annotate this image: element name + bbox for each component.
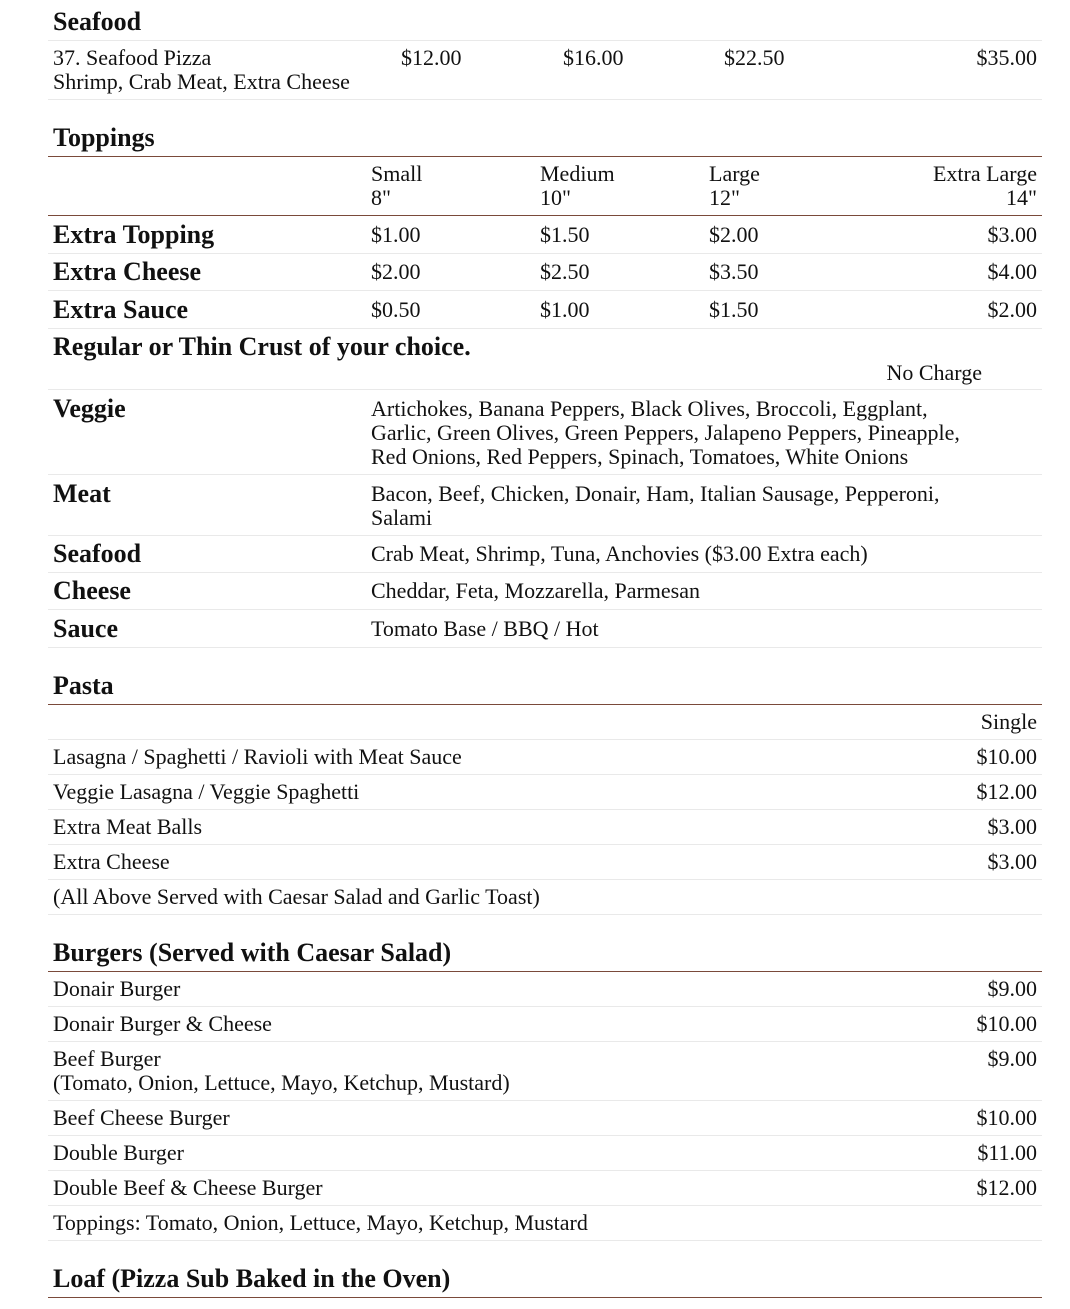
extra-sauce-price-xl: $2.00 [987, 296, 1037, 322]
seafood-pizza-price-xl: $35.00 [976, 45, 1037, 70]
pasta-col-header [48, 705, 1042, 740]
topping-category-sauce [48, 610, 1042, 648]
extra-sauce-price-medium: $1.00 [540, 296, 590, 322]
pasta-row [48, 845, 1042, 880]
extra-cheese-price-xl: $4.00 [987, 259, 1037, 284]
seafood-pizza-price-small: $12.00 [401, 45, 462, 70]
burger-row [48, 1007, 1042, 1042]
size-medium-inch: 10" [540, 185, 571, 210]
veggie-label: Veggie [53, 394, 126, 423]
seafood-topping-label: Seafood [53, 539, 142, 568]
size-medium [540, 162, 709, 215]
extra-topping-price-medium: $1.50 [540, 221, 590, 247]
burger-item-name: Beef Cheese Burger [53, 1105, 230, 1130]
burger-item-name: Donair Burger & Cheese [53, 1011, 272, 1036]
veggie-items: Artichokes, Banana Peppers, Black Olives, Broccoli, Eggplant, Garlic, Green Olives, Green Peppers, Jalapeno Peppers, Pineapple, Red Onions, Red Peppers, Spinach, Tomatoes, White Onions [371, 396, 960, 469]
seafood-section-header [48, 5, 1042, 41]
seafood-title: Seafood [53, 7, 142, 36]
size-large-inch: 12" [709, 185, 740, 210]
burgers-title: Burgers (Served with Caesar Salad) [48, 915, 1042, 972]
pasta-row [48, 775, 1042, 810]
size-small-name: Small [371, 161, 423, 186]
burger-item-price: $12.00 [976, 1175, 1037, 1200]
extra-topping-price-large: $2.00 [709, 221, 759, 247]
size-large [709, 162, 878, 215]
extra-sauce-row [48, 291, 1042, 329]
seafood-pizza-desc: Shrimp, Crab Meat, Extra Cheese [53, 69, 350, 94]
seafood-pizza-name-cell [53, 46, 401, 99]
seafood-pizza-price-large: $22.50 [724, 45, 785, 70]
burger-row [48, 1101, 1042, 1136]
extra-topping-price-small: $1.00 [371, 221, 421, 247]
extra-cheese-price-small: $2.00 [371, 259, 421, 284]
size-xl-name: Extra Large [932, 161, 1037, 186]
pasta-row [48, 810, 1042, 845]
size-extra-large [878, 162, 1037, 215]
topping-category-veggie [48, 390, 1042, 475]
extra-cheese-row [48, 254, 1042, 291]
burger-item-name: Double Burger [53, 1140, 184, 1165]
pasta-note: (All Above Served with Caesar Salad and Garlic Toast) [53, 884, 540, 909]
pasta-item-name: Lasagna / Spaghetti / Ravioli with Meat Sauce [53, 744, 462, 769]
pasta-row [48, 740, 1042, 775]
size-xl-inch: 14" [1006, 185, 1037, 210]
seafood-topping-items: Crab Meat, Shrimp, Tuna, Anchovies ($3.00 Extra each) [371, 541, 868, 566]
extra-sauce-price-large: $1.50 [709, 296, 759, 322]
crust-note: Regular or Thin Crust of your choice. [53, 332, 471, 361]
loaf-title: Loaf (Pizza Sub Baked in the Oven) [48, 1241, 1042, 1298]
burger-item-price: $9.00 [987, 1046, 1037, 1071]
pasta-item-price: $10.00 [976, 744, 1037, 769]
toppings-title: Toppings [48, 100, 1042, 157]
extra-topping-price-xl: $3.00 [987, 221, 1037, 247]
size-small [371, 162, 540, 215]
pasta-single-header: Single [980, 709, 1037, 734]
pasta-item-name: Extra Cheese [53, 849, 170, 874]
pasta-item-name: Veggie Lasagna / Veggie Spaghetti [53, 779, 360, 804]
topping-category-cheese [48, 573, 1042, 610]
pasta-item-price: $3.00 [987, 814, 1037, 839]
burger-row [48, 1136, 1042, 1171]
meat-items: Bacon, Beef, Chicken, Donair, Ham, Italian Sausage, Pepperoni, Salami [371, 481, 940, 530]
burger-item-name: Double Beef & Cheese Burger [53, 1175, 323, 1200]
extra-cheese-label: Extra Cheese [53, 257, 202, 286]
crust-price: No Charge [886, 360, 982, 385]
burger-note-row [48, 1206, 1042, 1241]
burger-item-price: $10.00 [976, 1011, 1037, 1036]
burger-item-name: Beef Burger (Tomato, Onion, Lettuce, Mayo, Ketchup, Mustard) [53, 1046, 510, 1095]
pasta-item-price: $12.00 [976, 779, 1037, 804]
burger-item-price: $11.00 [977, 1140, 1037, 1165]
topping-category-meat [48, 475, 1042, 536]
extra-topping-row [48, 216, 1042, 254]
pasta-item-price: $3.00 [987, 849, 1037, 874]
burger-item-price: $10.00 [976, 1105, 1037, 1130]
size-small-inch: 8" [371, 185, 391, 210]
toppings-size-header [48, 157, 1042, 216]
meat-label: Meat [53, 479, 111, 508]
cheese-items: Cheddar, Feta, Mozzarella, Parmesan [371, 578, 700, 603]
pasta-title: Pasta [48, 648, 1042, 705]
cheese-label: Cheese [53, 576, 131, 605]
burger-row [48, 1042, 1042, 1101]
crust-row [48, 329, 1042, 390]
extra-cheese-price-medium: $2.50 [540, 259, 590, 284]
extra-sauce-price-small: $0.50 [371, 296, 421, 322]
burger-row [48, 972, 1042, 1007]
burger-row [48, 1171, 1042, 1206]
topping-category-seafood [48, 536, 1042, 573]
sauce-items: Tomato Base / BBQ / Hot [371, 615, 599, 641]
menu-page [48, 0, 1042, 1298]
burger-item-name: Donair Burger [53, 976, 181, 1001]
pasta-item-name: Extra Meat Balls [53, 814, 203, 839]
extra-cheese-price-large: $3.50 [709, 259, 759, 284]
extra-topping-label: Extra Topping [53, 219, 215, 249]
burger-note: Toppings: Tomato, Onion, Lettuce, Mayo, Ketchup, Mustard [53, 1210, 588, 1235]
seafood-pizza-price-medium: $16.00 [563, 45, 624, 70]
extra-sauce-label: Extra Sauce [53, 294, 189, 324]
seafood-pizza-row [48, 41, 1042, 100]
sauce-label: Sauce [53, 613, 118, 643]
seafood-pizza-name: 37. Seafood Pizza [53, 45, 212, 70]
burger-item-price: $9.00 [987, 976, 1037, 1001]
size-large-name: Large [709, 161, 760, 186]
pasta-note-row [48, 880, 1042, 915]
size-medium-name: Medium [540, 161, 615, 186]
size-header-spacer [53, 162, 371, 215]
